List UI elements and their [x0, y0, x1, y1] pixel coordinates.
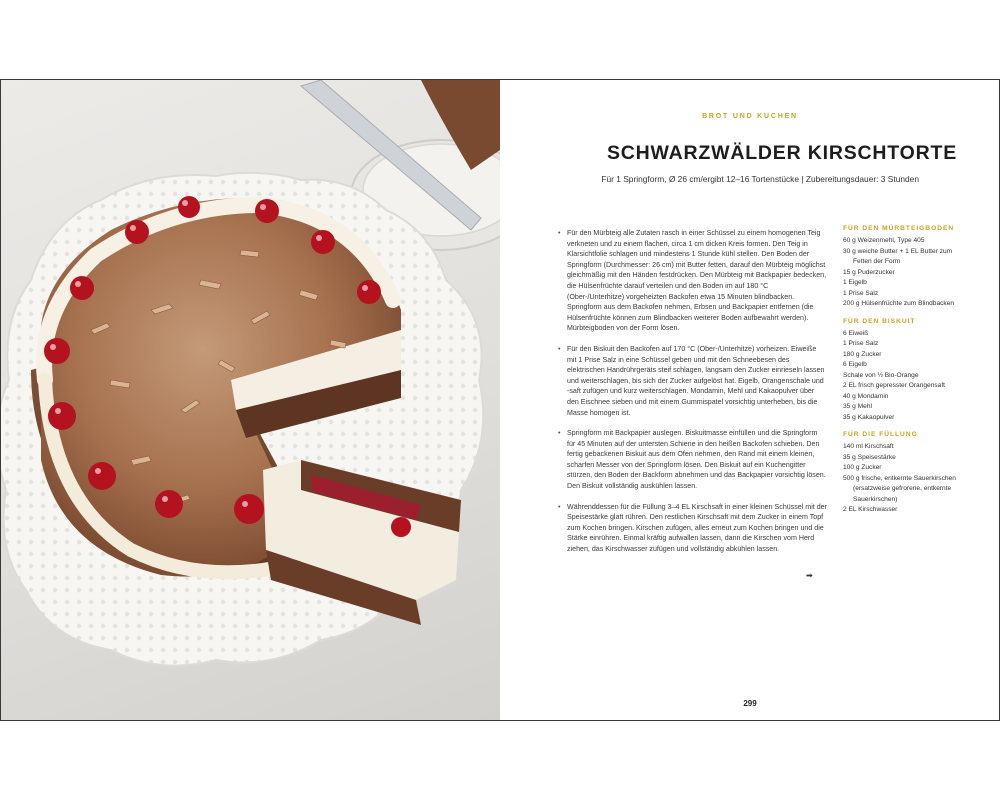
instruction-step: • Für den Biskuit den Backofen auf 170 °C (Ober-/Unterhitze) vorheizen. Eiweiße mit 1 Prise Salz in eine Schüssel geben und mit den Schneebesen des elektrischen Handrührgeräts steif schlagen, langsam den Zucker einrieseln lassen und weiterschlagen, bis sich der Zucker aufgelöst hat. Eigelb, Orangenschale und -saft zufügen und kurz weiterschlagen. Mondamin, Mehl und Kakaopulver über den Eischnee sieben und mit einem Gummispatel vorsichtig unterheben, bis die Masse homogen ist.	[558, 344, 827, 418]
section-kicker: BROT UND KUCHEN	[702, 113, 798, 120]
recipe-subtitle: Für 1 Springform, Ø 26 cm/ergibt 12–16 Tortenstücke | Zubereitungsdauer: 3 Stunden	[601, 174, 919, 184]
ingredient-item: 1 Eigelb	[843, 279, 867, 286]
ingredient-item: 2 EL Kirschwasser	[843, 506, 898, 513]
ingredient-item: 6 Eigelb	[843, 361, 867, 368]
ingredient-item: 15 g Puderzucker	[843, 268, 895, 276]
ingredient-item: 500 g frische, entkernte Sauerkirschen (ersatzweise gefrorene, entkernte Sauerkirschen)	[843, 474, 956, 503]
ingredient-item: 40 g Mondamin	[843, 392, 889, 400]
ingredient-item: 35 g Speisestärke	[843, 453, 896, 461]
cake-illustration	[1, 80, 500, 720]
instruction-steps	[558, 228, 827, 565]
ingredient-item: 35 g Mehl	[843, 403, 872, 410]
ingredient-item: 200 g Hülsenfrüchte zum Blindbacken	[843, 300, 955, 307]
ingredient-group-heading: FÜR DIE FÜLLUNG	[843, 431, 918, 438]
ingredient-item: 140 ml Kirschsaft	[843, 443, 894, 450]
ingredient-item: 100 g Zucker	[843, 464, 882, 471]
book-spread	[0, 79, 1000, 721]
page-number: 299	[743, 699, 757, 708]
ingredient-group-heading: FÜR DEN BISKUIT	[843, 317, 916, 325]
ingredient-list	[843, 236, 961, 310]
ingredients-column	[843, 225, 961, 524]
ingredient-item: 35 g Kakaopulver	[843, 413, 895, 421]
ingredient-group-heading: FÜR DEN MÜRBTEIGBODEN	[843, 225, 955, 232]
instruction-step: • Währenddessen für die Füllung 3–4 EL Kirschsaft in einer kleinen Schüssel mit der Speisestärke glatt rühren. Den restlichen Kirschsaft mit dem Zucker in einem Topf zum Kochen bringen. Kirschen zufügen, alles erneut zum Kochen bringen und die Stärke einrühren. Einmal kräftig aufwallen lassen, dann die Kirschen vom Herd ziehen, das Kirschwasser zufügen und vollständig abkühlen lassen.	[558, 502, 827, 555]
ingredient-item: 1 Prise Salz	[843, 289, 879, 297]
ingredient-list	[843, 329, 961, 424]
ingredient-item: Schale von ½ Bio-Orange	[843, 371, 919, 379]
recipe-title: SCHWARZWÄLDER KIRSCHTORTE	[606, 142, 957, 164]
ingredient-group-muerbteig	[843, 225, 961, 310]
ingredient-item: 6 Eiweiß	[843, 329, 869, 337]
ingredient-list	[843, 442, 961, 516]
ingredient-item: 60 g Weizenmehl, Type 405	[843, 237, 925, 244]
cake-photo	[1, 80, 500, 720]
instruction-step: • Springform mit Backpapier auslegen. Biskuitmasse einfüllen und die Springform für 45 Minuten auf der untersten Schiene in den heißen Backofen schieben. Den fertig gebackenen Biskuit aus dem Ofen nehmen, den Rand mit einem kleinen, scharfen Messer von der Springform lösen. Den Biskuit auf ein Kuchengitter stürzen, den Boden der Backform abnehmen und das Backpapier vorsichtig lösen. Den Biskuit vollständig auskühlen lassen.	[558, 428, 827, 492]
ingredient-item: 30 g weiche Butter + 1 EL Butter zum Fetten der Form	[843, 247, 953, 265]
ingredient-group-biskuit	[843, 318, 961, 424]
recipe-page	[501, 80, 999, 720]
ingredient-item: 1 Prise Salz	[843, 340, 879, 347]
ingredient-group-fuellung	[843, 431, 961, 516]
ingredient-item: 2 EL frisch gepresster Orangensaft	[843, 382, 946, 389]
continue-arrow-icon: ➡	[806, 571, 813, 580]
ingredient-item: 180 g Zucker	[843, 350, 882, 358]
instruction-step: • Für den Mürbteig alle Zutaten rasch in einer Schüssel zu einem homogenen Teig verkneten und zu einem flachen, circa 1 cm dicken Kreis formen. Den Teig in Klarsichtfolie schlagen und mindestens 1 Stunde kühl stellen. Den Boden der Springform (Durchmesser: 26 cm) mit Butter fetten, darauf den Mürbteig möglichst gleichmäßig mit den Händen festdrücken. Den Mürbteig mit Backpapier bedecken, die Hülsenfrüchte darauf verteilen und den Boden im auf 180 °C (Ober-/Unterhitze) vorgeheizten Backofen etwa 15 Minuten blindbacken. Springform aus dem Backofen nehmen, Erbsen und Backpapier entfernen (die Hülsenfrüchte können zum Blindbacken weiterer Boden aufbewahrt werden). Mürbteigboden von der Form lösen.	[558, 228, 827, 334]
